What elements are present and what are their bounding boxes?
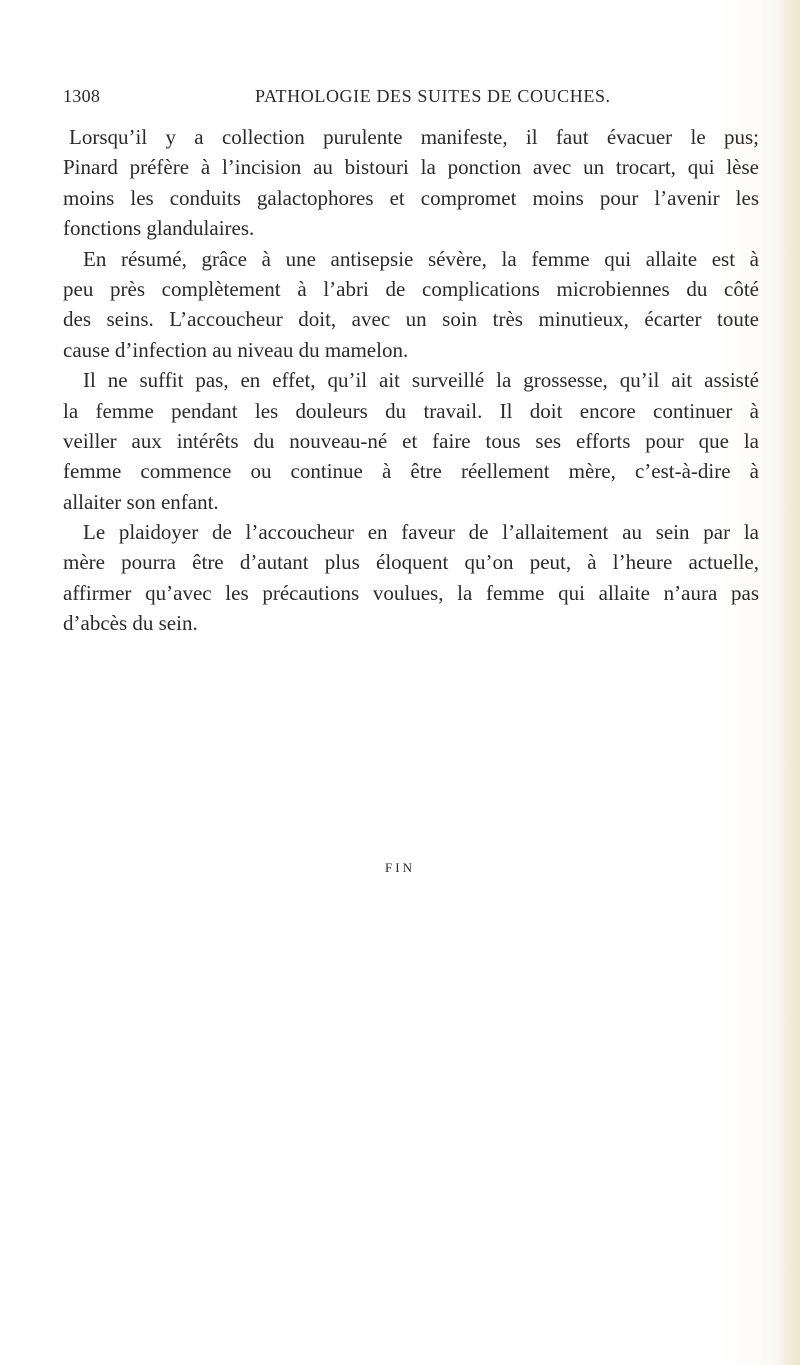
text-line: la femme pendant les douleurs du travail. Il doit encore continuer à	[63, 398, 759, 423]
body-text	[63, 122, 759, 639]
running-head: PATHOLOGIE DES SUITES DE COUCHES.	[255, 86, 611, 106]
text-line: En résumé, grâce à une antisepsie sévère, la femme qui allaite est à	[83, 246, 759, 271]
text-line: Il ne suffit pas, en effet, qu’il ait surveillé la grossesse, qu’il ait assisté	[83, 368, 759, 393]
text-line: Le plaidoyer de l’accoucheur en faveur de l’allaitement au sein par la	[83, 520, 759, 545]
text-line: moins les conduits galactophores et compromet moins pour l’avenir les	[63, 185, 759, 210]
text-line: Lorsqu’il y a collection purulente manifeste, il faut évacuer le pus;	[69, 125, 759, 149]
text-line: allaiter son enfant.	[63, 489, 219, 514]
text-line: mère pourra être d’autant plus éloquent qu’on peut, à l’heure actuelle,	[63, 550, 759, 575]
page-edge-shadow	[778, 0, 800, 1365]
text-line: cause d’infection au niveau du mamelon.	[63, 337, 409, 362]
text-line: Pinard préfère à l’incision au bistouri la ponction avec un trocart, qui lèse	[63, 155, 759, 180]
text-line: peu près complètement à l’abri de complications microbiennes du côté	[63, 276, 759, 301]
text-line: affirmer qu’avec les précautions voulues, la femme qui allaite n’aura pas	[63, 580, 759, 605]
text-line: fonctions glandulaires.	[63, 216, 255, 241]
page-header	[63, 86, 759, 110]
end-mark: FIN	[385, 860, 415, 875]
text-line: veiller aux intérêts du nouveau-né et faire tous ses efforts pour que la	[63, 428, 759, 453]
text-line: femme commence ou continue à être réellement mère, c’est-à-dire à	[63, 459, 759, 484]
text-line: d’abcès du sein.	[63, 611, 198, 636]
text-line: des seins. L’accoucheur doit, avec un soin très minutieux, écarter toute	[63, 307, 759, 332]
page-number: 1308	[63, 86, 101, 106]
